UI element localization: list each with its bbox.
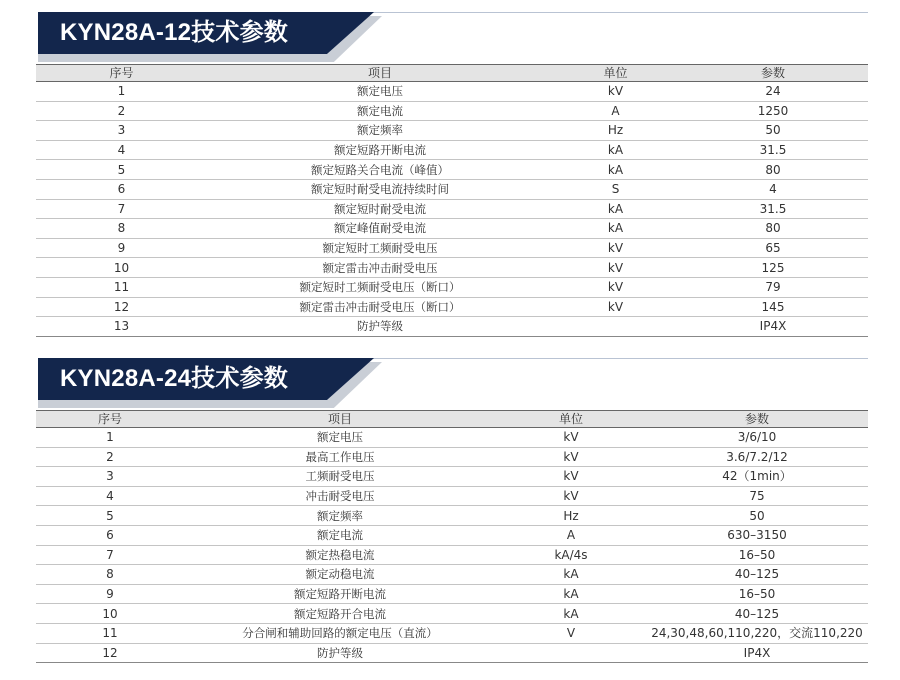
table-row	[36, 238, 868, 258]
header-item: 项目	[207, 65, 553, 82]
cell-unit: A	[553, 101, 678, 121]
table-row	[36, 179, 868, 199]
table-row	[36, 623, 868, 643]
cell-value: IP4X	[646, 643, 868, 663]
cell-index: 5	[36, 506, 184, 526]
cell-value: 40–125	[646, 604, 868, 624]
table-row	[36, 486, 868, 506]
cell-index: 4	[36, 486, 184, 506]
cell-index: 4	[36, 140, 207, 160]
cell-value: 79	[678, 277, 868, 297]
cell-index: 1	[36, 428, 184, 448]
section-title: KYN28A-12技术参数	[60, 19, 288, 46]
header-value: 参数	[678, 65, 868, 82]
table-row	[36, 467, 868, 487]
section-banner	[38, 358, 868, 408]
cell-item: 额定短路开断电流	[207, 140, 553, 160]
table-row	[36, 121, 868, 141]
cell-item: 额定频率	[207, 121, 553, 141]
cell-value: 24	[678, 82, 868, 102]
cell-index: 1	[36, 82, 207, 102]
cell-index: 6	[36, 179, 207, 199]
table-row	[36, 140, 868, 160]
cell-unit: kV	[496, 467, 646, 487]
cell-unit: kA	[553, 199, 678, 219]
cell-unit: kA	[553, 219, 678, 239]
cell-index: 8	[36, 219, 207, 239]
cell-index: 9	[36, 584, 184, 604]
table-row	[36, 101, 868, 121]
cell-item: 额定峰值耐受电流	[207, 219, 553, 239]
cell-unit: kA	[553, 140, 678, 160]
cell-item: 额定短时工频耐受电压（断口）	[207, 277, 553, 297]
header-unit: 单位	[496, 411, 646, 428]
table-row	[36, 506, 868, 526]
cell-unit: kV	[553, 238, 678, 258]
spec-table	[36, 410, 868, 663]
cell-unit: Hz	[496, 506, 646, 526]
table-row	[36, 317, 868, 337]
cell-unit: Hz	[553, 121, 678, 141]
cell-index: 10	[36, 604, 184, 624]
cell-index: 8	[36, 565, 184, 585]
cell-item: 额定雷击冲击耐受电压	[207, 258, 553, 278]
header-value: 参数	[646, 411, 868, 428]
section-title: KYN28A-24技术参数	[60, 365, 288, 392]
cell-value: 65	[678, 238, 868, 258]
cell-unit: kV	[553, 82, 678, 102]
header-item: 项目	[184, 411, 496, 428]
cell-value: 31.5	[678, 199, 868, 219]
header-unit: 单位	[553, 65, 678, 82]
cell-value: 16–50	[646, 584, 868, 604]
table-row	[36, 258, 868, 278]
cell-unit: kA	[496, 565, 646, 585]
table-row	[36, 545, 868, 565]
spec-table	[36, 64, 868, 337]
cell-item: 额定动稳电流	[184, 565, 496, 585]
table-header-row	[36, 411, 868, 428]
table-header-row	[36, 65, 868, 82]
cell-item: 额定电压	[184, 428, 496, 448]
cell-value: 125	[678, 258, 868, 278]
cell-value: 4	[678, 179, 868, 199]
cell-item: 额定热稳电流	[184, 545, 496, 565]
cell-item: 额定电压	[207, 82, 553, 102]
cell-index: 11	[36, 623, 184, 643]
cell-index: 7	[36, 199, 207, 219]
cell-item: 防护等级	[207, 317, 553, 337]
cell-item: 额定短时工频耐受电压	[207, 238, 553, 258]
cell-index: 7	[36, 545, 184, 565]
table-row	[36, 199, 868, 219]
cell-index: 12	[36, 643, 184, 663]
table-row	[36, 565, 868, 585]
cell-unit: V	[496, 623, 646, 643]
section-banner	[38, 12, 868, 62]
cell-value: 630–3150	[646, 525, 868, 545]
cell-item: 额定短时耐受电流	[207, 199, 553, 219]
cell-unit: kV	[553, 277, 678, 297]
cell-index: 3	[36, 467, 184, 487]
cell-unit	[496, 643, 646, 663]
cell-unit: kV	[496, 486, 646, 506]
table-row	[36, 525, 868, 545]
cell-value: 50	[646, 506, 868, 526]
cell-value: 145	[678, 297, 868, 317]
cell-index: 2	[36, 101, 207, 121]
cell-unit: kA	[496, 584, 646, 604]
cell-unit: A	[496, 525, 646, 545]
table-row	[36, 447, 868, 467]
cell-item: 额定电流	[184, 525, 496, 545]
cell-value: 16–50	[646, 545, 868, 565]
cell-index: 11	[36, 277, 207, 297]
table-row	[36, 160, 868, 180]
cell-value: 80	[678, 219, 868, 239]
cell-unit: kV	[553, 297, 678, 317]
cell-value: 1250	[678, 101, 868, 121]
cell-unit: kA	[496, 604, 646, 624]
table-row	[36, 297, 868, 317]
cell-index: 3	[36, 121, 207, 141]
cell-index: 13	[36, 317, 207, 337]
cell-item: 分合闸和辅助回路的额定电压（直流）	[184, 623, 496, 643]
table-row	[36, 604, 868, 624]
cell-index: 2	[36, 447, 184, 467]
cell-item: 防护等级	[184, 643, 496, 663]
table-row	[36, 277, 868, 297]
cell-value: 3.6/7.2/12	[646, 447, 868, 467]
header-index: 序号	[36, 65, 207, 82]
cell-unit: kV	[496, 447, 646, 467]
table-row	[36, 219, 868, 239]
cell-value: 24,30,48,60,110,220，交流110,220	[646, 623, 868, 643]
cell-unit: kV	[496, 428, 646, 448]
cell-index: 10	[36, 258, 207, 278]
header-index: 序号	[36, 411, 184, 428]
table-row	[36, 584, 868, 604]
cell-value: 50	[678, 121, 868, 141]
cell-value: 75	[646, 486, 868, 506]
cell-item: 额定雷击冲击耐受电压（断口）	[207, 297, 553, 317]
cell-item: 额定短路开合电流	[184, 604, 496, 624]
cell-item: 额定短路关合电流（峰值）	[207, 160, 553, 180]
cell-index: 6	[36, 525, 184, 545]
cell-index: 12	[36, 297, 207, 317]
cell-item: 额定短时耐受电流持续时间	[207, 179, 553, 199]
table-row	[36, 82, 868, 102]
table-row	[36, 428, 868, 448]
cell-index: 9	[36, 238, 207, 258]
cell-unit	[553, 317, 678, 337]
cell-item: 冲击耐受电压	[184, 486, 496, 506]
cell-item: 额定短路开断电流	[184, 584, 496, 604]
cell-unit: kV	[553, 258, 678, 278]
cell-item: 额定电流	[207, 101, 553, 121]
cell-value: 40–125	[646, 565, 868, 585]
cell-item: 工频耐受电压	[184, 467, 496, 487]
cell-item: 额定频率	[184, 506, 496, 526]
cell-unit: kA/4s	[496, 545, 646, 565]
cell-value: 42（1min）	[646, 467, 868, 487]
cell-value: 80	[678, 160, 868, 180]
table-row	[36, 643, 868, 663]
cell-unit: S	[553, 179, 678, 199]
cell-item: 最高工作电压	[184, 447, 496, 467]
cell-value: IP4X	[678, 317, 868, 337]
cell-index: 5	[36, 160, 207, 180]
cell-value: 31.5	[678, 140, 868, 160]
cell-value: 3/6/10	[646, 428, 868, 448]
cell-unit: kA	[553, 160, 678, 180]
